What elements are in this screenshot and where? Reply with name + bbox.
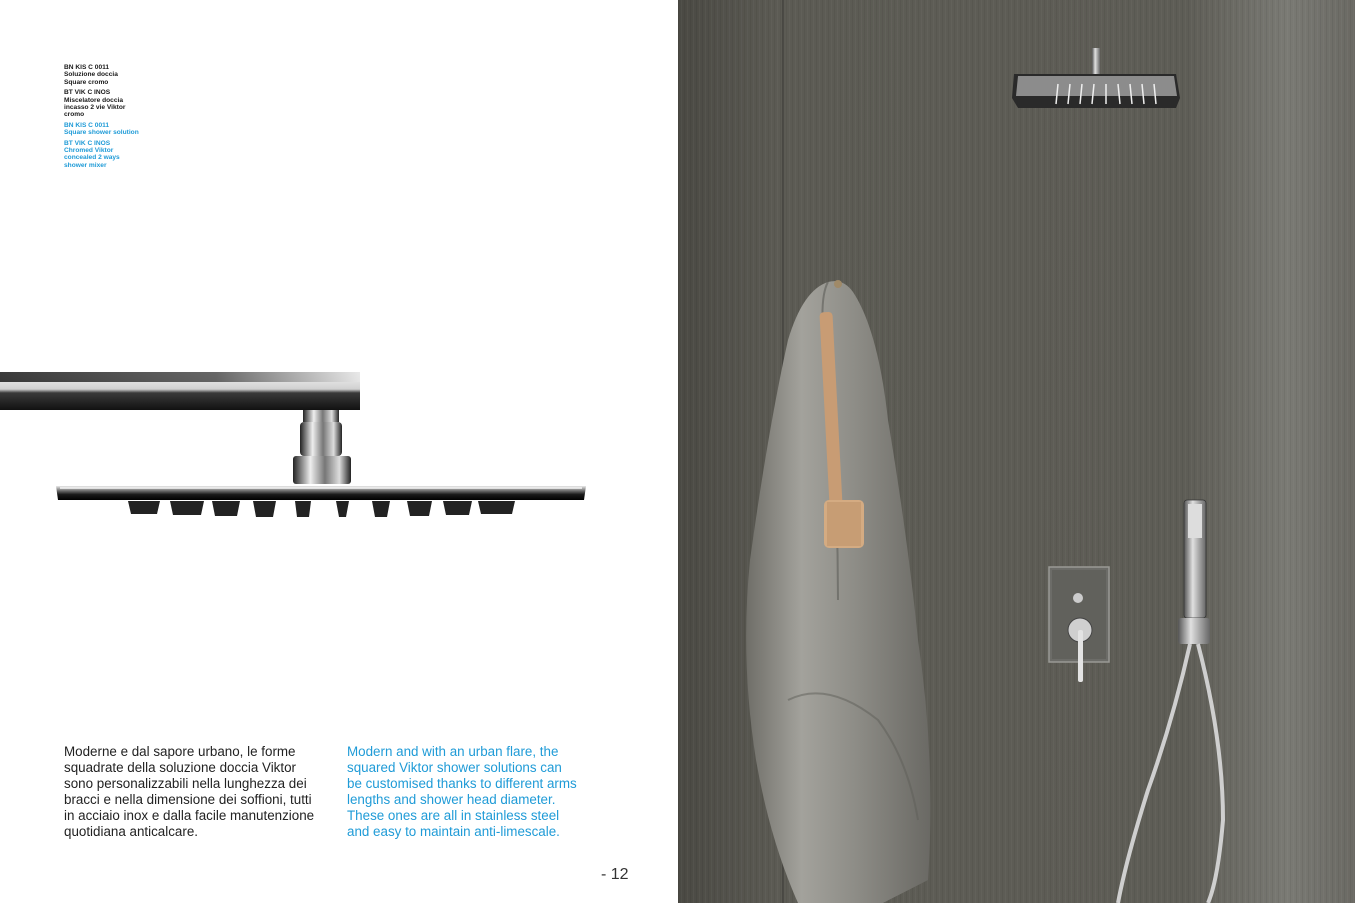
- code-line: Square cromo: [64, 78, 109, 86]
- code-line: concealed 2 ways: [64, 154, 120, 162]
- code-line: Miscelatore doccia: [64, 96, 124, 104]
- desc-line: Modern and with an urban flare, the: [347, 744, 559, 759]
- code-line: shower mixer: [64, 161, 107, 169]
- desc-line: be customised thanks to different arms: [347, 776, 577, 791]
- shower-head-product-image: [0, 360, 600, 530]
- code-line: Chromed Viktor: [64, 147, 114, 155]
- code-line: cromo: [64, 111, 85, 119]
- code-block-en-2: [64, 140, 174, 170]
- desc-line: squadrate della soluzione doccia Viktor: [64, 760, 297, 775]
- code-line: incasso 2 vie Viktor: [64, 104, 126, 112]
- code-line: BN KIS C 0011: [64, 64, 110, 71]
- desc-line: lengths and shower head diameter.: [347, 792, 556, 807]
- desc-line: sono personalizzabili nella lunghezza dei: [64, 776, 307, 791]
- desc-line: These ones are all in stainless steel: [347, 808, 560, 823]
- desc-line: Moderne e dal sapore urbano, le forme: [64, 744, 296, 759]
- code-line: Soluzione doccia: [64, 71, 118, 79]
- desc-line: in acciaio inox e dalla facile manutenzione: [64, 808, 315, 823]
- desc-line: squared Viktor shower solutions can: [347, 760, 562, 775]
- description-english: [347, 744, 607, 840]
- code-block-it-2: [64, 89, 174, 119]
- code-block-it-1: [64, 64, 174, 86]
- desc-line: quotidiana anticalcare.: [64, 824, 198, 839]
- code-line: Square shower solution: [64, 129, 139, 137]
- product-codes: [64, 64, 174, 172]
- desc-line: and easy to maintain anti-limescale.: [347, 824, 560, 839]
- code-line: BT VIK C INOS: [64, 139, 111, 147]
- page-number: - 12: [601, 866, 629, 883]
- desc-line: bracci e nella dimensione dei soffioni, tutti: [64, 792, 312, 807]
- description-italian: [64, 744, 336, 840]
- code-line: BN KIS C 0011: [64, 121, 110, 129]
- code-line: BT VIK C INOS: [64, 89, 111, 97]
- code-block-en-1: [64, 122, 174, 137]
- bathroom-photo: [678, 0, 1355, 903]
